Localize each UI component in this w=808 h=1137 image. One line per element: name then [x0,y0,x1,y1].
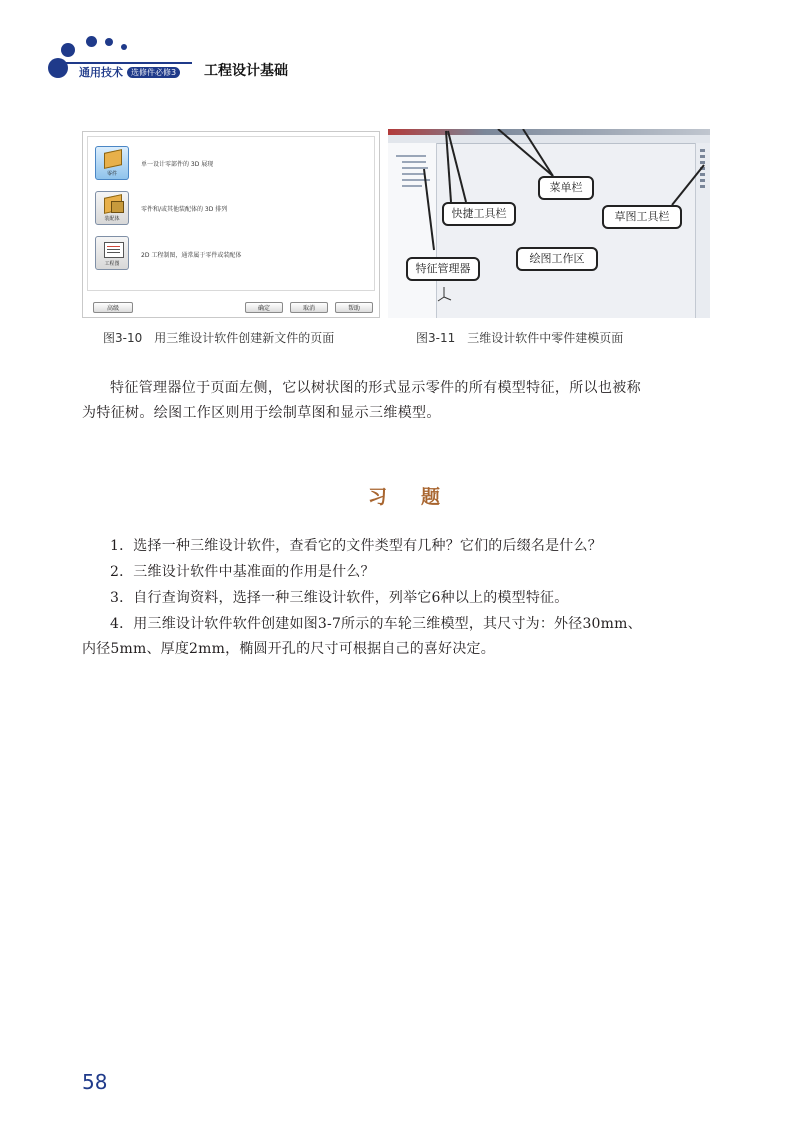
exercise-item: 1．选择一种三维设计软件，查看它的文件类型有几种？它们的后缀名是什么？ [110,538,602,554]
menu-bar-callout: 菜单栏 [538,176,594,200]
drawing-area-callout: 绘图工作区 [516,247,598,271]
page-header [0,0,808,90]
help-button[interactable]: 帮助 [335,302,373,313]
part-icon [104,149,122,169]
origin-axis-icon [438,297,444,301]
exercises-heading: 习题 [367,486,474,508]
new-document-dialog-figure [82,131,380,318]
chapter-title: 工程设计基础 [204,63,288,79]
assembly-option-button[interactable] [95,191,129,225]
assembly-option-label: 装配体 [104,216,120,222]
menu-bar-pointer [523,129,553,176]
assembly-option-description: 零件和/或其他装配体的 3D 排列 [141,206,228,213]
part-modeling-window-figure [388,129,710,318]
decor-dot [61,43,75,57]
drawing-option-button[interactable] [95,236,129,270]
series-name [79,64,180,80]
exercise-item: 3．自行查询资料，选择一种三维设计软件，列举它6种以上的模型特征。 [110,590,569,606]
decor-dot [48,58,68,78]
feature-manager-pointer [424,169,434,250]
sketch-toolbar-pointer [672,165,704,205]
decor-dot [105,38,113,46]
volume-badge: 选修件必修3 [127,67,180,78]
drawing-option-label: 工程图 [104,261,120,267]
part-option-description: 单一设计零部件的 3D 展现 [141,161,214,168]
body-paragraph-line-1: 特征管理器位于页面左侧，它以树状图的形式显示零件的所有模型特征，所以也被称 [110,380,641,396]
part-option-label: 零件 [106,171,117,177]
sketch-toolbar-callout: 草图工具栏 [602,205,682,229]
cancel-button[interactable]: 取消 [290,302,328,313]
feature-manager-callout: 特征管理器 [406,257,480,281]
quick-toolbar-callout: 快捷工具栏 [442,202,516,226]
exercise-item: 4．用三维设计软件软件创建如图3-7所示的车轮三维模型，其尺寸为：外径30mm、 [110,616,642,632]
menu-bar-pointer [498,129,553,176]
part-option-button[interactable] [95,146,129,180]
advanced-button[interactable]: 高级 [93,302,133,313]
assembly-icon-part [111,201,124,213]
decor-dot [86,36,97,47]
decor-dot [121,44,127,50]
dialog-options-panel [87,136,375,291]
drawing-option-description: 2D 工程制图，通常属于零件或装配体 [141,252,242,259]
ok-button[interactable]: 确定 [245,302,283,313]
figure-3-10-caption: 图3-10 用三维设计软件创建新文件的页面 [103,331,335,345]
exercise-item-continuation: 内径5mm、厚度2mm，椭圆开孔的尺寸可根据自己的喜好决定。 [82,641,495,657]
origin-axis-icon [444,297,451,300]
body-paragraph-line-2: 为特征树。绘图工作区则用于绘制草图和显示三维模型。 [82,405,441,421]
drawing-icon [104,242,124,258]
figure-3-11-caption: 图3-11 三维设计软件中零件建模页面 [416,331,624,345]
series-label: 通用技术 [79,66,123,79]
exercise-item: 2．三维设计软件中基准面的作用是什么？ [110,564,375,580]
page-number: 58 [82,1070,108,1094]
